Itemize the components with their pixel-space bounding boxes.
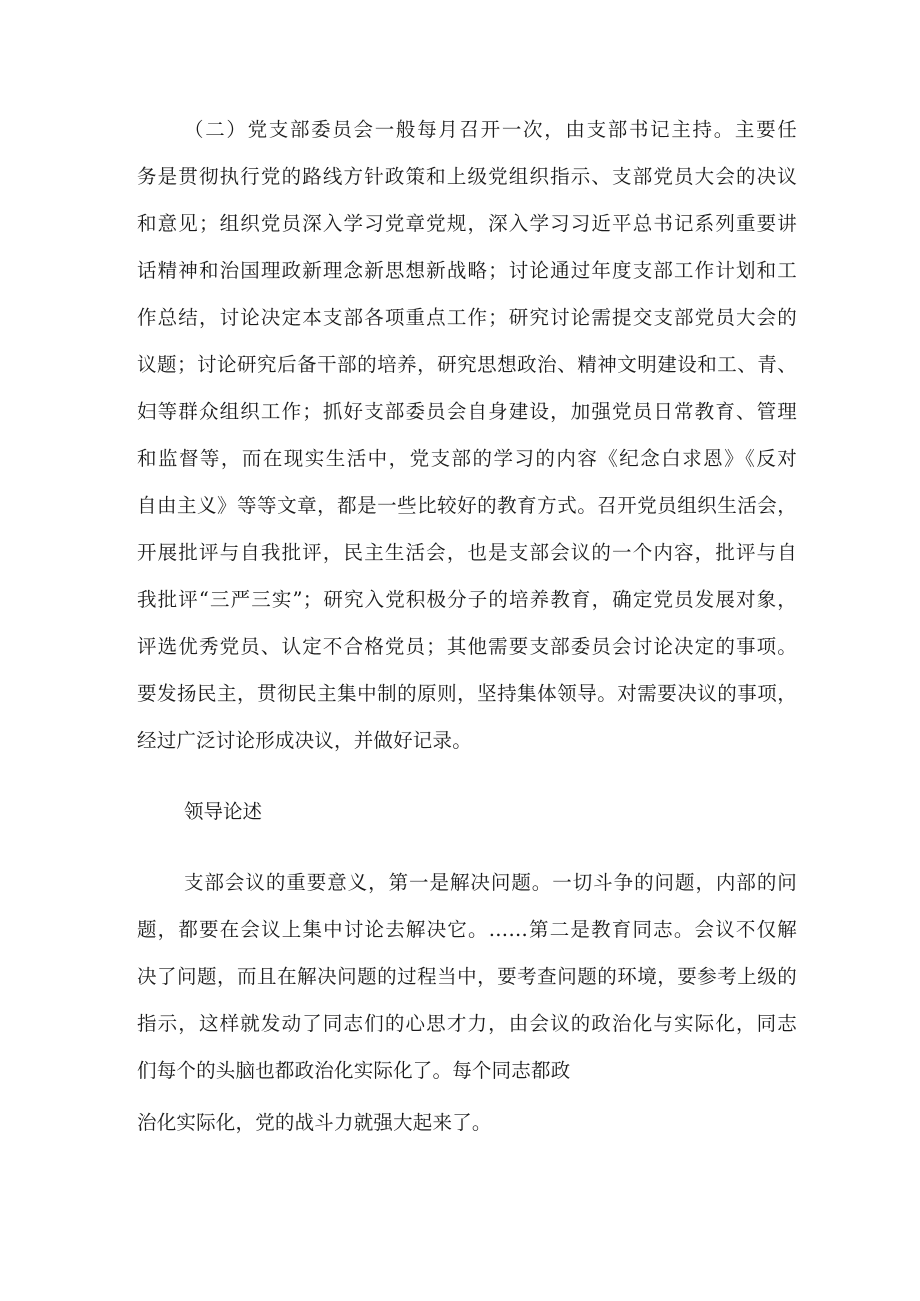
text-line: 开展批评与自我批评，民主生活会，也是支部会议的一个内容，批评与自 — [137, 541, 797, 564]
text-line: （二）党支部委员会一般每月召开一次，由支部书记主持。主要任 — [184, 118, 797, 141]
text-line: 治化实际化，党的战斗力就强大起来了。 — [137, 1111, 492, 1134]
text-line: 决了问题，而且在解决问题的过程当中，要考查问题的环境，要参考上级的 — [137, 965, 797, 988]
text-line: 话精神和治国理政新理念新思想新战略；讨论通过年度支部工作计划和工 — [137, 259, 797, 282]
text-line: 和意见；组织党员深入学习党章党规，深入学习习近平总书记系列重要讲 — [137, 212, 797, 235]
text-line: 们每个的头脑也都政治化实际化了。每个同志都政 — [137, 1059, 571, 1082]
text-line: 务是贯彻执行党的路线方针政策和上级党组织指示、支部党员大会的决议 — [137, 165, 797, 188]
text-line: 题，都要在会议上集中讨论去解决它。……第二是教育同志。会议不仅解 — [137, 918, 797, 941]
text-line: 议题；讨论研究后备干部的培养，研究思想政治、精神文明建设和工、青、 — [137, 353, 797, 376]
text-line: 我批评“三严三实”；研究入党积极分子的培养教育，确定党员发展对象， — [137, 588, 797, 611]
text-line: 自由主义》等等文章，都是一些比较好的教育方式。召开党员组织生活会， — [137, 494, 797, 517]
section-heading: 领导论述 — [184, 800, 263, 823]
text-line: 作总结，讨论决定本支部各项重点工作；研究讨论需提交支部党员大会的 — [137, 306, 797, 329]
text-line: 要发扬民主，贯彻民主集中制的原则，坚持集体领导。对需要决议的事项， — [137, 682, 797, 705]
text-line: 妇等群众组织工作；抓好支部委员会自身建设，加强党员日常教育、管理 — [137, 400, 797, 423]
text-line: 指示，这样就发动了同志们的心思才力，由会议的政治化与实际化，同志 — [137, 1012, 797, 1035]
text-line: 支部会议的重要意义，第一是解决问题。一切斗争的问题，内部的问 — [184, 871, 797, 894]
text-line: 经过广泛讨论形成决议，并做好记录。 — [137, 729, 472, 752]
text-line: 评选优秀党员、认定不合格党员；其他需要支部委员会讨论决定的事项。 — [137, 635, 797, 658]
text-line: 和监督等，而在现实生活中，党支部的学习的内容《纪念白求恩》《反对 — [137, 447, 797, 470]
